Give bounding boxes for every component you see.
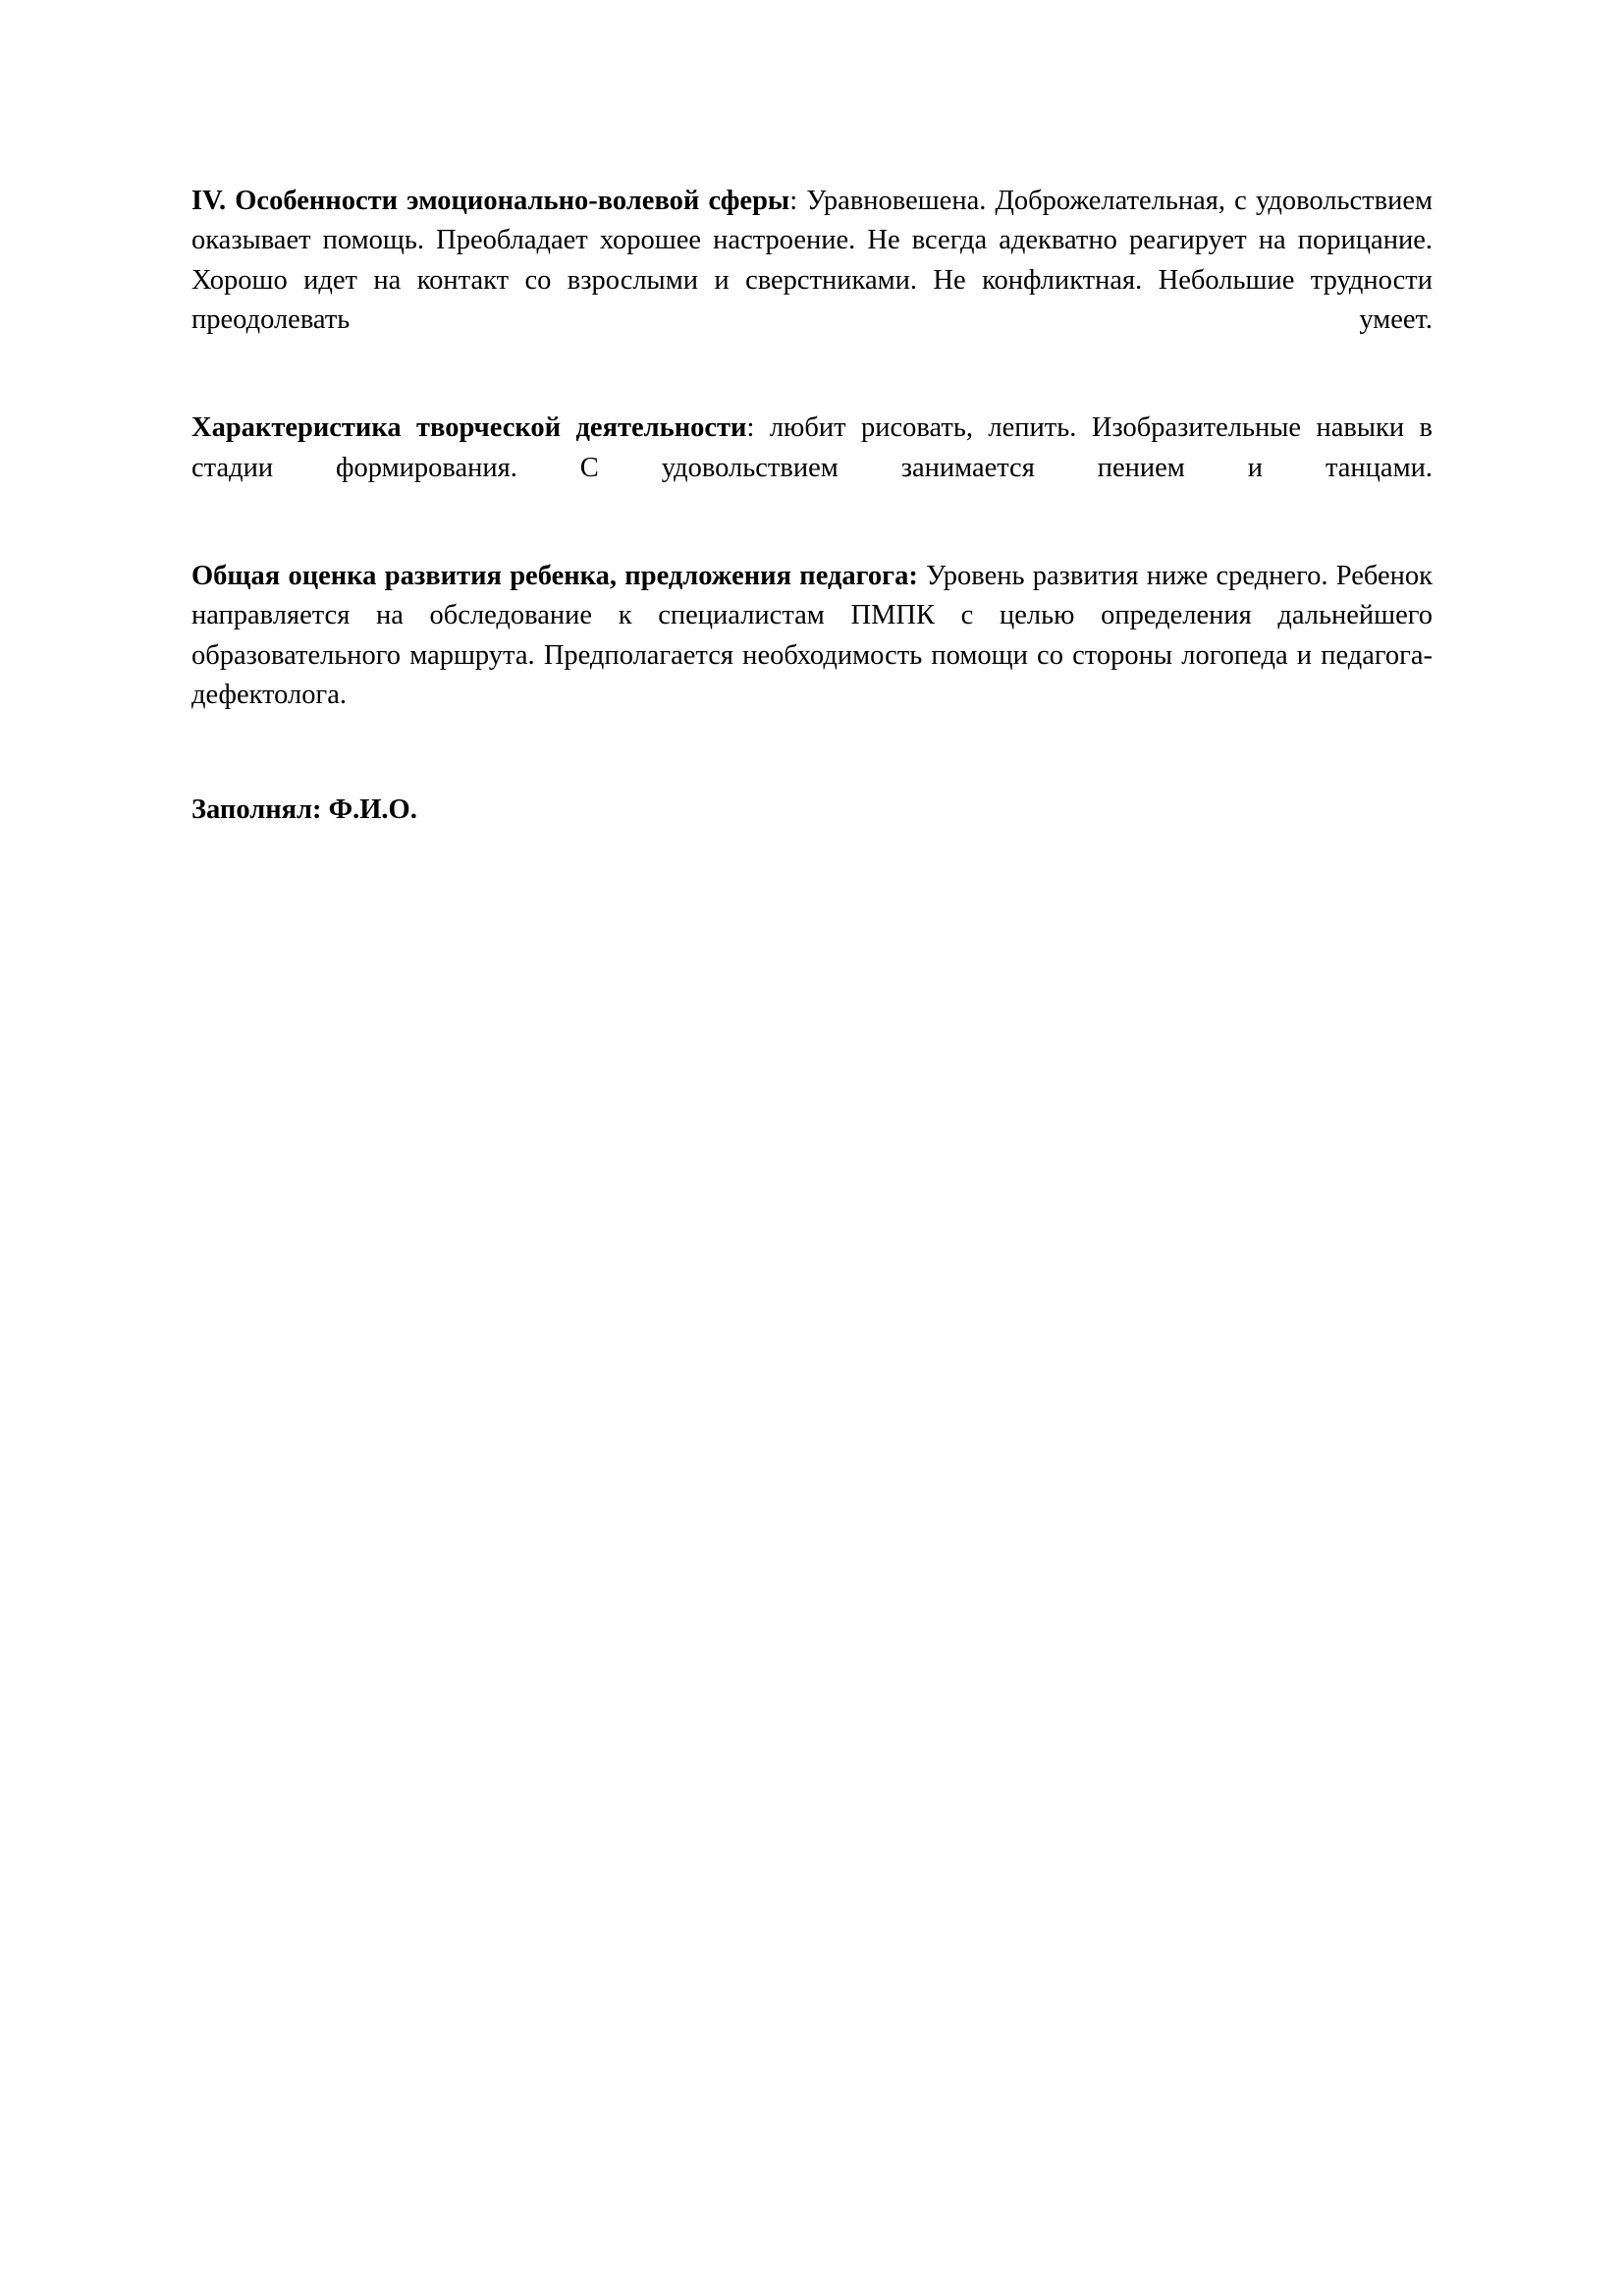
section-general-assessment: [191, 557, 1433, 755]
section-text-general-assessment: Уровень развития ниже среднего. Ребенок направляется на обследование к специалистам ПМПК с целью определения дальнейшего образовательного маршрута. Предполагается необходимость помощи со стороны логопеда и педагога-дефектолога.: [191, 560, 1433, 711]
section-separator-creative-activity: :: [746, 412, 755, 444]
section-heading-creative-activity: Характеристика творческой деятельности: [191, 412, 747, 444]
document-body: [191, 182, 1433, 831]
section-separator-emotional-volitional: :: [789, 186, 798, 216]
section-heading-emotional-volitional: IV. Особенности эмоционально-волевой сферы: [191, 186, 790, 216]
section-text-emotional-volitional: Уравновешена. Доброжелательная, с удовольствием оказывает помощь. Преобладает хорошее настроение. Не всегда адекватно реагирует на порицание. Хорошо идет на контакт со взрослыми и сверстниками. Не конфликтная. Небольшие трудности преодолевать умеет.: [191, 186, 1434, 336]
section-emotional-volitional: [191, 182, 1433, 380]
signature-line: Заполнял: Ф.И.О.: [191, 794, 417, 826]
section-heading-general-assessment: Общая оценка развития ребенка, предложения педагога:: [191, 560, 918, 591]
section-text-creative-activity: любит рисовать, лепить. Изобразительные навыки в стадии формирования. С удовольствием занимается пением и танцами.: [191, 412, 1433, 483]
section-creative-activity: [191, 409, 1433, 527]
